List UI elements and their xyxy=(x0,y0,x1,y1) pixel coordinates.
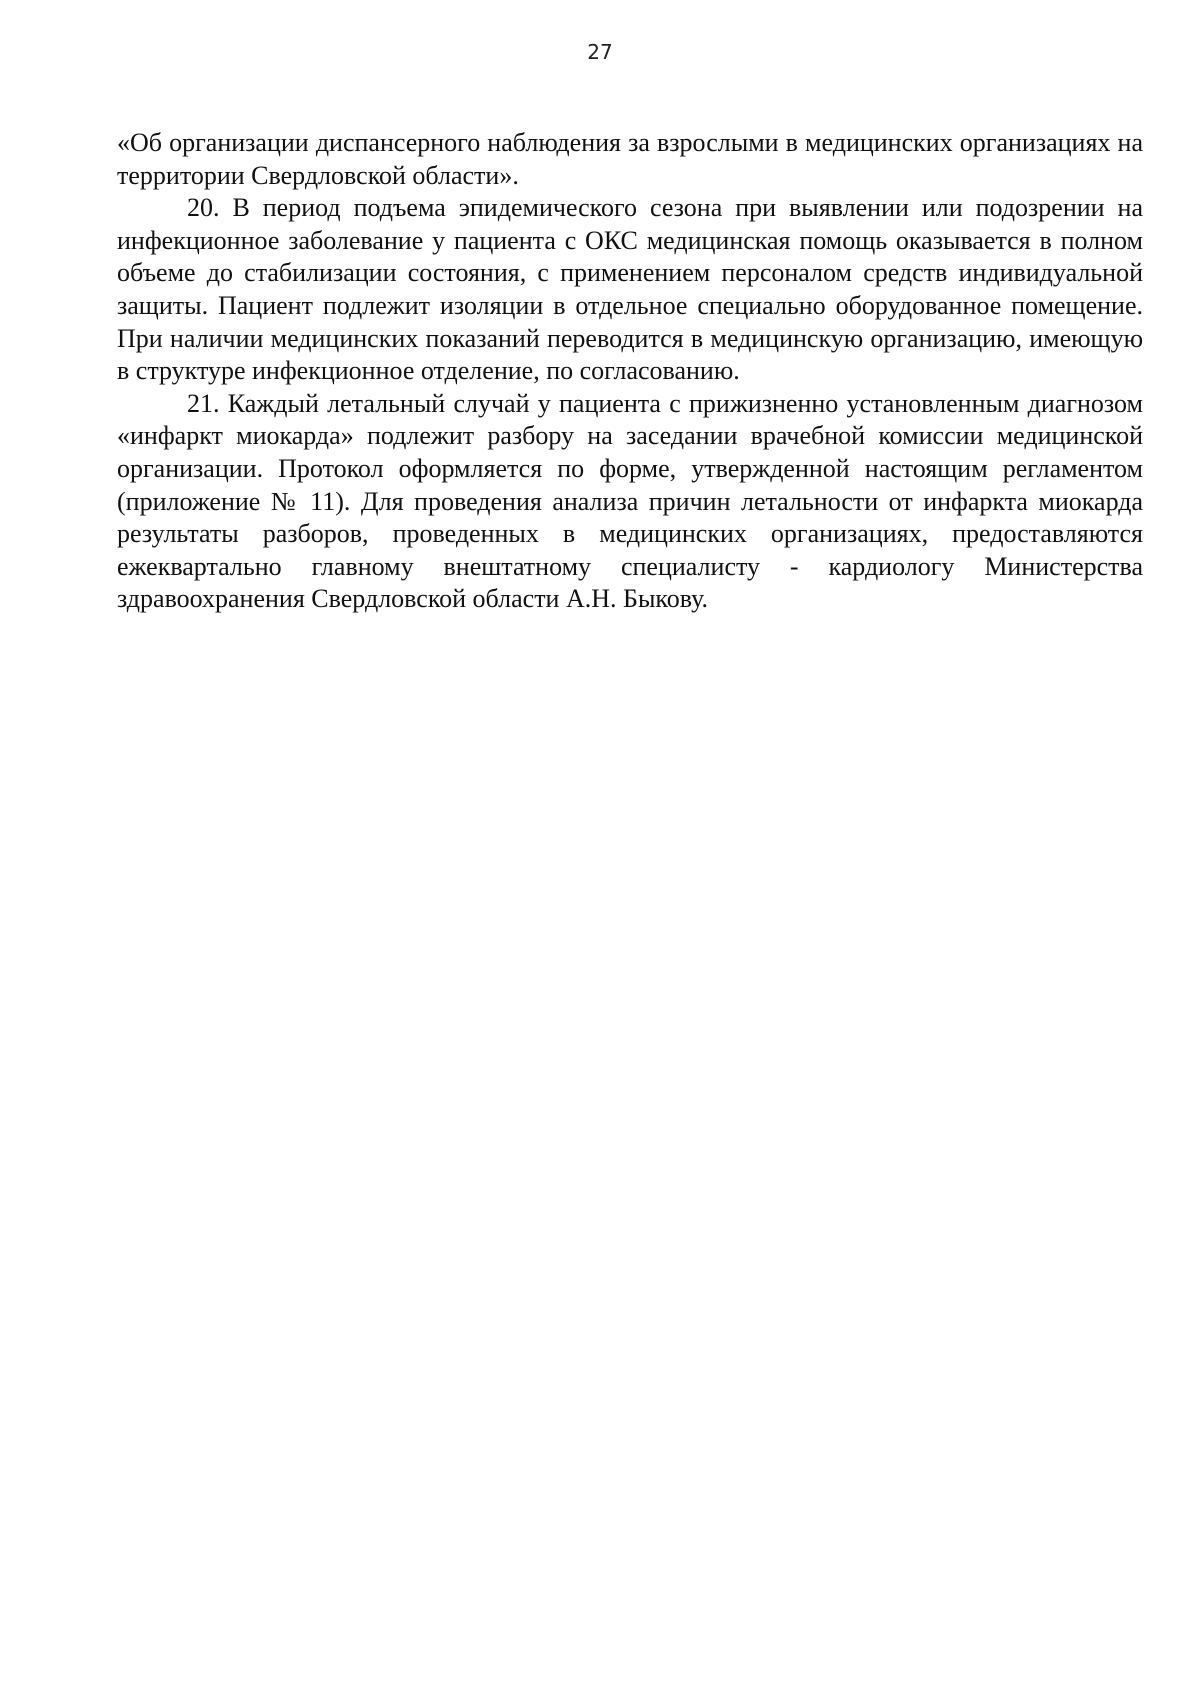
paragraph-continuation: «Об организации диспансерного наблюдения за взрослыми в медицинских организациях на территории Свердловской области». xyxy=(117,128,1143,190)
page-number: 27 xyxy=(587,40,613,64)
document-body xyxy=(117,127,1143,616)
paragraph-item-21: 21. Каждый летальный случай у пациента с прижизненно установленным диагнозом «инфаркт миокарда» подлежит разбору на заседании врачебной комиссии медицинской организации. Протокол оформляется по форме, утвержденной настоящим регламентом (приложение № 11). Для проведения анализа причин летальности от инфаркта миокарда результаты разборов, проведенных в медицинских организациях, предоставляются ежеквартально главному внештатному специалисту - кардиологу Министерства здравоохранения Свердловской области А.Н. Быкову. xyxy=(117,388,1143,614)
paragraph-item-20: 20. В период подъема эпидемического сезона при выявлении или подозрении на инфекционное заболевание у пациента с ОКС медицинская помощь оказывается в полном объеме до стабилизации состояния, с применением персоналом средств индивидуальной защиты. Пациент подлежит изоляции в отдельное специально оборудованное помещение. При наличии медицинских показаний переводится в медицинскую организацию, имеющую в структуре инфекционное отделение, по согласованию. xyxy=(117,193,1143,386)
